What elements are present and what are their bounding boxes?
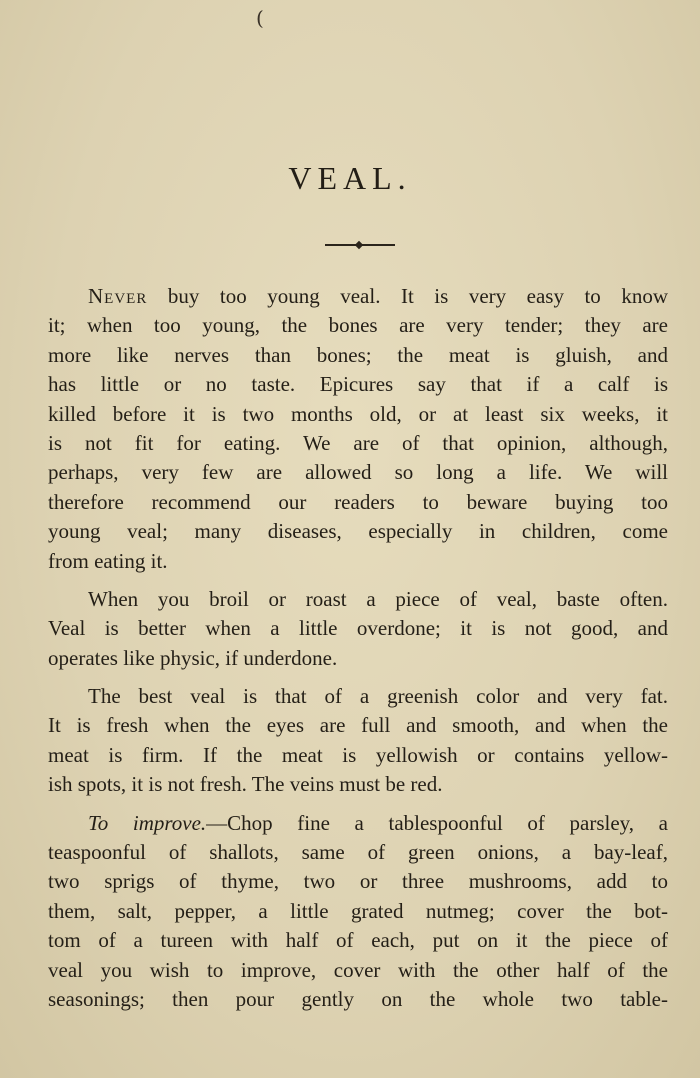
body-text [48, 282, 668, 1014]
text-line: seasonings; then pour gently on the whole two table- [48, 986, 668, 1011]
title-ornament [325, 242, 395, 248]
text-line: Veal is better when a little overdone; it is not good, and [48, 616, 668, 641]
ornament-diamond [355, 241, 363, 249]
text-line: veal you wish to improve, cover with the other half of the [48, 957, 668, 982]
text-line: two sprigs of thyme, two or three mushrooms, add to [48, 869, 668, 894]
text-line: When you broil or roast a piece of veal, baste often. [88, 586, 668, 611]
text-line: is not fit for eating. We are of that opinion, although, [48, 430, 668, 455]
line-text: —Chop fine a tablespoonful of parsley, a [206, 810, 668, 835]
text-line: tom of a tureen with half of each, put on it the piece of [48, 928, 668, 953]
paragraph-gap [48, 576, 668, 585]
text-line: teaspoonful of shallots, same of green onions, a bay-leaf, [48, 840, 668, 865]
paragraph-2 [48, 585, 668, 673]
text-line: meat is firm. If the meat is yellowish or contains yellow- [48, 742, 668, 767]
text-line: therefore recommend our readers to beware buying too [48, 489, 668, 514]
text-line: them, salt, pepper, a little grated nutmeg; cover the bot- [48, 898, 668, 923]
text-line [48, 282, 668, 311]
text-line: operates like physic, if underdone. [48, 645, 338, 670]
page-mark: ( [256, 6, 264, 30]
text-line: It is fresh when the eyes are full and smooth, and when the [48, 713, 668, 738]
text-line: young veal; many diseases, especially in children, come [48, 519, 668, 544]
text-line: has little or no taste. Epicures say that if a calf is [48, 372, 668, 397]
line-text: buy too young veal. It is very easy to know [147, 284, 668, 308]
text-line [48, 809, 668, 838]
lead-word: Never [88, 284, 148, 308]
text-line: more like nerves than bones; the meat is gluish, and [48, 342, 668, 367]
text-line: from eating it. [48, 548, 168, 573]
paragraph-gap [48, 673, 668, 682]
paragraph-1 [48, 282, 668, 576]
chapter-title: VEAL. [288, 160, 412, 196]
text-line: perhaps, very few are allowed so long a life. We will [48, 460, 668, 485]
text-line: ish spots, it is not fresh. The veins must be red. [48, 772, 443, 797]
text-line: killed before it is two months old, or at least six weeks, it [48, 401, 668, 426]
paragraph-gap [48, 800, 668, 809]
text-line: The best veal is that of a greenish color and very fat. [88, 684, 668, 709]
paragraph-3 [48, 682, 668, 800]
lead-phrase: To improve. [88, 810, 207, 835]
text-line: it; when too young, the bones are very tender; they are [48, 313, 668, 338]
paragraph-4 [48, 809, 668, 1015]
